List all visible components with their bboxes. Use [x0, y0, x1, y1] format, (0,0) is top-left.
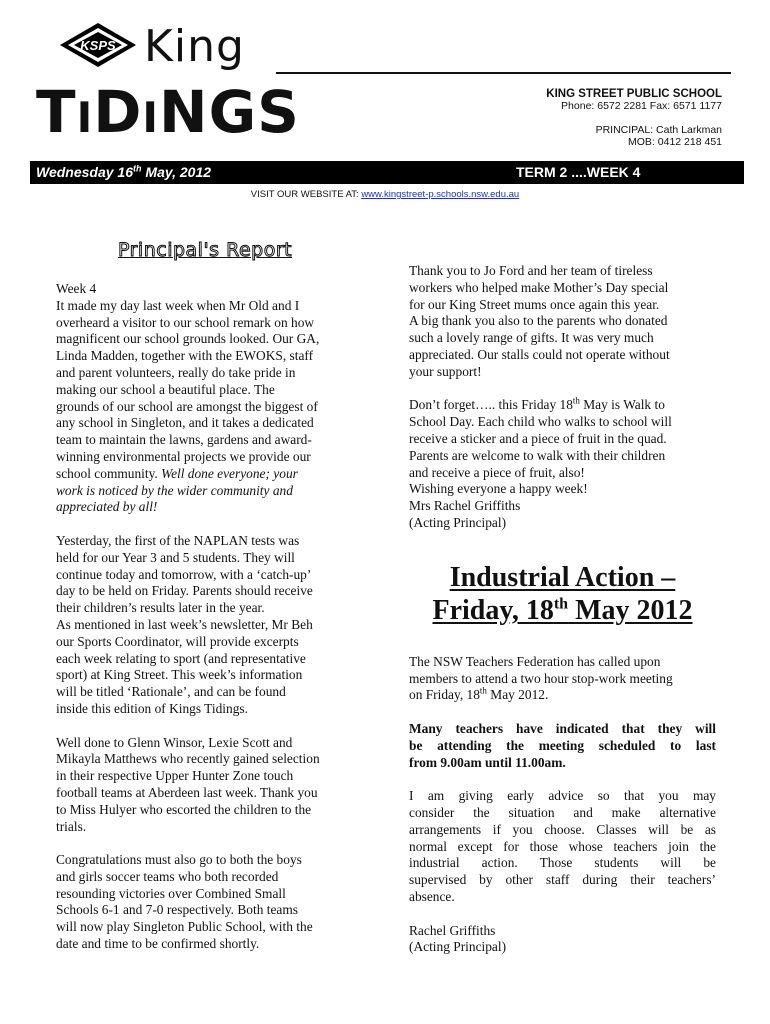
- principals-report-heading: Principal's Report: [118, 239, 293, 261]
- left-column: [56, 281, 362, 970]
- industrial-action-heading: Industrial Action – Friday, 18th May 2012: [432, 561, 693, 626]
- report-signature-name: Mrs Rachel Griffiths: [409, 498, 521, 514]
- school-phone-fax: Phone: 6572 2281 Fax: 6571 1177: [561, 100, 722, 112]
- school-logo: [58, 20, 138, 70]
- report-paragraph-naplan: Yesterday, the first of the NAPLAN tests was held for our Year 3 and 5 students. They will continue today and tomorrow, with a ‘catch-up’ day to be held on Friday. Parents should receive their children’s results later in the year. As mentioned in last week’s newsletter, Mr Beh our Sports Coordinator, will provide excerpts each week relating to sport (and representative sport) at King Street. This week’s information will be titled ‘Rationale’, and can be found inside this edition of Kings Tidings.: [56, 532, 313, 716]
- report-paragraph-soccer: Congratulations must also go to both the boys and girls soccer teams who both recorded resounding victories over Combined Small Schools 6-1 and 7-0 respectively. Both teams will now play Singleton Public School, with the date and time to be confirmed shortly.: [56, 852, 313, 952]
- svg-text:KSPS: KSPS: [80, 38, 116, 53]
- report-signature-title: (Acting Principal): [409, 514, 507, 530]
- masthead-title-tidings: TIDINGS: [36, 78, 300, 146]
- masthead-rule: [276, 72, 731, 74]
- report-paragraph-mothers-day: Thank you to Jo Ford and her team of tireless workers who helped make Mother’s Day special for our King Street mums once again this year. A big thank you also to the parents who donated such a lovely range of gifts. It was very much appreciated. Our stalls could not operate without your support!: [409, 263, 670, 379]
- website-link[interactable]: www.kingstreet-p.schools.nsw.edu.au: [361, 189, 520, 200]
- principal-mobile: MOB: 0412 218 451: [628, 136, 722, 148]
- signature-name: Rachel Griffiths: [409, 922, 496, 938]
- website-label: VISIT OUR WEBSITE AT:: [250, 189, 362, 200]
- school-contact-block: [546, 88, 722, 148]
- website-line: [0, 189, 770, 200]
- industrial-action-paragraph-federation: The NSW Teachers Federation has called upon members to attend a two hour stop-work meeting on Friday, 18th May 2012.: [409, 653, 673, 703]
- issue-date: Wednesday 16th May, 2012: [36, 163, 212, 180]
- masthead-title-king: King: [144, 21, 245, 72]
- signature-title: (Acting Principal): [409, 939, 507, 955]
- industrial-action-paragraph-advice: I am giving early advice so that you may consider the situation and make alternative arrangements if you choose. Classes will be as normal except for those whose teachers join the industrial action. Those students will be supervised by other staff during their teachers’ absence.: [409, 788, 716, 904]
- report-paragraph-walk-to-school: Don’t forget….. this Friday 18th May is Walk to School Day. Each child who walks to school will receive a sticker and a piece of fruit in the quad. Parents are welcome to walk with their children and receive a piece of fruit, also! Wishing everyone a happy week! Mrs Rachel Griffiths (Acting Principal): [409, 395, 672, 530]
- term-week: TERM 2 ....WEEK 4: [516, 164, 641, 180]
- school-name: KING STREET PUBLIC SCHOOL: [546, 88, 722, 100]
- report-paragraph-grounds: Week 4 It made my day last week when Mr Old and I overheard a visitor to our school remark on how magnificent our school grounds looked. Our GA, Linda Madden, together with the EWOKS, staff and parent volunteers, really do take pride in making our school a beautiful place. The grounds of our school are amongst the biggest of any school in Singleton, and it takes a dedicated team to maintain the lawns, gardens and award- winning environmental projects we provide our school community. Well done everyone; your work is noticed by the wider community and appreciated by all!: [56, 281, 320, 515]
- report-paragraph-touch-football: Well done to Glenn Winsor, Lexie Scott and Mikayla Matthews who recently gained selection in their respective Upper Hunter Zone touch football teams at Aberdeen last week. Thank you to Miss Hulyer who escorted the children to the trials.: [56, 734, 320, 834]
- date-term-bar: [30, 161, 744, 184]
- industrial-action-paragraph-meeting: Many teachers have indicated that they will be attending the meeting scheduled to last from 9.00am until 11.00am.: [409, 720, 716, 770]
- right-column: [409, 263, 716, 973]
- principal-name: PRINCIPAL: Cath Larkman: [595, 124, 722, 136]
- industrial-action-signature: [409, 923, 716, 957]
